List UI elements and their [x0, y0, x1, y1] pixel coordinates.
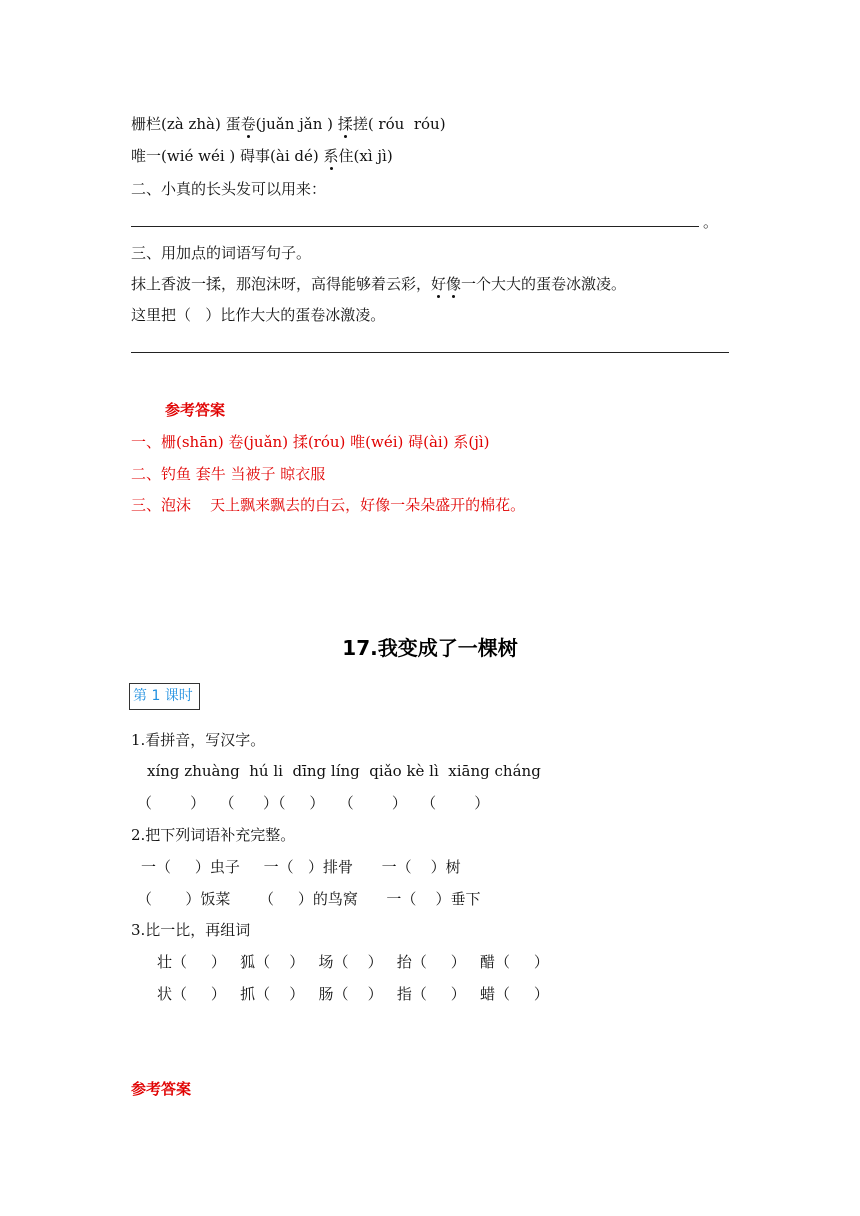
fill-row-2[interactable]: （ ）饭菜 （ ）的鸟窝 一（ ）垂下 — [137, 890, 481, 908]
lesson-badge: 第 1 课时 — [129, 683, 200, 710]
pinyin-row: xíng zhuàng hú li dīng líng qiǎo kè lì xiāng cháng — [147, 762, 541, 780]
answers-heading: 参考答案 — [131, 1080, 192, 1098]
answers-heading: 参考答案 — [165, 401, 226, 419]
metaphor-prompt: 这里把（ ）比作大大的蛋卷冰激凌。 — [131, 306, 386, 324]
emphasis-dot-char: 卷 — [240, 115, 256, 133]
answer-item-2: 二、钓鱼 套牛 当被子 晾衣服 — [131, 465, 326, 483]
pinyin-choice-line-1: 栅栏(zà zhà) 蛋卷(juǎn jǎn ) 揉搓( róu róu) — [131, 115, 446, 133]
emphasis-dot-char: 好 — [431, 275, 447, 293]
fill-row-1[interactable]: 一（ ）虫子 一（ ）排骨 一（ ）树 — [141, 858, 461, 876]
answer-item-1: 一、栅(shān) 卷(juǎn) 揉(róu) 唯(wéi) 碍(ài) 系(jì) — [131, 433, 490, 451]
answer-line[interactable] — [131, 226, 699, 227]
lesson-question-3: 3.比一比，再组词 — [131, 921, 251, 939]
emphasis-dot-char: 系 — [323, 147, 339, 165]
answer-item-3: 三、泡沫 天上飘来飘去的白云，好像一朵朵盛开的棉花。 — [131, 496, 526, 514]
example-sentence: 抹上香波一揉，那泡沫呀，高得能够着云彩，好像一个大大的蛋卷冰激凌。 — [131, 275, 627, 293]
emphasis-dot-char: 像 — [446, 275, 462, 293]
question-2-prompt: 二、小真的长头发可以用来： — [131, 180, 327, 198]
question-3-prompt: 三、用加点的词语写句子。 — [131, 244, 312, 262]
pinyin-choice-line-2: 唯一(wié wéi ) 碍事(ài dé) 系住(xì jì) — [131, 147, 393, 165]
answer-line[interactable] — [131, 352, 729, 353]
lesson-title: 17.我变成了一棵树 — [342, 636, 518, 660]
answer-line-end-mark: 。 — [703, 213, 719, 231]
compare-row-1[interactable]: 壮（ ） 狐（ ） 场（ ） 抬（ ） 醋（ ） — [157, 953, 549, 971]
lesson-question-1: 1.看拼音，写汉字。 — [131, 731, 266, 749]
lesson-question-2: 2.把下列词语补充完整。 — [131, 826, 296, 844]
compare-row-2[interactable]: 状（ ） 抓（ ） 肠（ ） 指（ ） 蜡（ ） — [157, 985, 549, 1003]
blank-row[interactable]: （ ） （ ）（ ） （ ） （ ） — [137, 794, 490, 812]
emphasis-dot-char: 揉 — [337, 115, 353, 133]
